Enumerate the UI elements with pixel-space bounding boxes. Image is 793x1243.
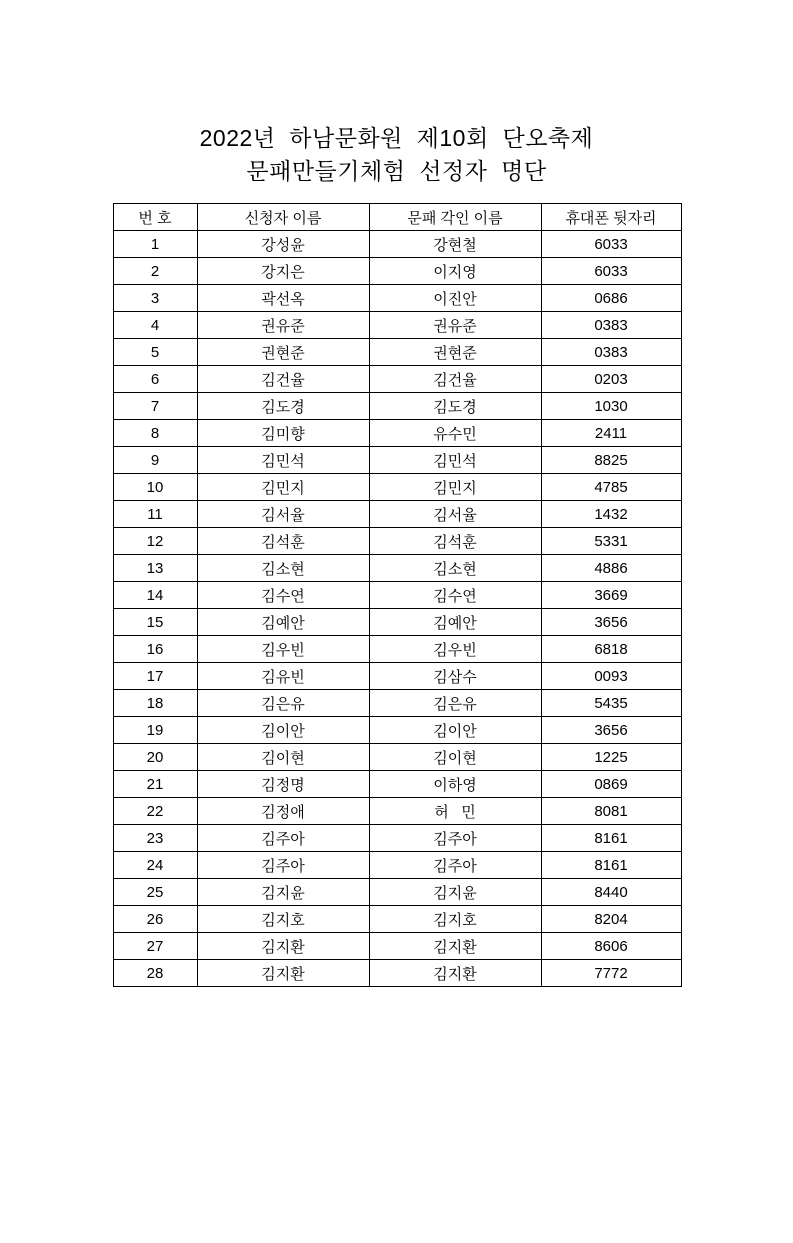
cell-applicant-name: 김서율 (197, 501, 369, 528)
cell-engraved-name: 김이현 (369, 744, 541, 771)
cell-engraved-name: 김석훈 (369, 528, 541, 555)
cell-number: 28 (113, 960, 197, 987)
table-row (113, 447, 681, 474)
cell-applicant-name: 김석훈 (197, 528, 369, 555)
cell-phone-last-digits: 0869 (541, 771, 681, 798)
table-row (113, 393, 681, 420)
cell-applicant-name: 김건율 (197, 366, 369, 393)
cell-engraved-name: 김건율 (369, 366, 541, 393)
cell-engraved-name: 김우빈 (369, 636, 541, 663)
table-row (113, 960, 681, 987)
cell-phone-last-digits: 1432 (541, 501, 681, 528)
cell-number: 16 (113, 636, 197, 663)
cell-phone-last-digits: 8161 (541, 825, 681, 852)
cell-applicant-name: 김지호 (197, 906, 369, 933)
table-header (113, 204, 681, 231)
cell-number: 2 (113, 258, 197, 285)
cell-applicant-name: 김지환 (197, 960, 369, 987)
cell-applicant-name: 김이현 (197, 744, 369, 771)
table-row (113, 690, 681, 717)
cell-applicant-name: 김소현 (197, 555, 369, 582)
cell-applicant-name: 김유빈 (197, 663, 369, 690)
cell-number: 5 (113, 339, 197, 366)
table-row (113, 798, 681, 825)
title-line-1: 2022년 하남문화원 제10회 단오축제 (199, 125, 594, 151)
cell-applicant-name: 김정애 (197, 798, 369, 825)
cell-engraved-name: 김예안 (369, 609, 541, 636)
cell-applicant-name: 김이안 (197, 717, 369, 744)
cell-applicant-name: 김미향 (197, 420, 369, 447)
table-row (113, 285, 681, 312)
table-header-row (113, 204, 681, 231)
cell-phone-last-digits: 8606 (541, 933, 681, 960)
cell-number: 1 (113, 231, 197, 258)
cell-phone-last-digits: 3656 (541, 717, 681, 744)
table-row (113, 339, 681, 366)
table-row (113, 528, 681, 555)
cell-phone-last-digits: 0383 (541, 339, 681, 366)
table-row (113, 879, 681, 906)
cell-applicant-name: 권현준 (197, 339, 369, 366)
roster-table (113, 203, 682, 987)
cell-applicant-name: 김지윤 (197, 879, 369, 906)
cell-engraved-name: 김소현 (369, 555, 541, 582)
cell-engraved-name: 권유준 (369, 312, 541, 339)
cell-engraved-name: 김도경 (369, 393, 541, 420)
cell-applicant-name: 강지은 (197, 258, 369, 285)
cell-number: 20 (113, 744, 197, 771)
cell-engraved-name: 이하영 (369, 771, 541, 798)
cell-applicant-name: 김민석 (197, 447, 369, 474)
table-row (113, 366, 681, 393)
cell-phone-last-digits: 6818 (541, 636, 681, 663)
cell-engraved-name: 권현준 (369, 339, 541, 366)
cell-phone-last-digits: 8161 (541, 852, 681, 879)
cell-phone-last-digits: 0093 (541, 663, 681, 690)
table-row (113, 420, 681, 447)
cell-phone-last-digits: 6033 (541, 258, 681, 285)
cell-applicant-name: 김은유 (197, 690, 369, 717)
table-row (113, 717, 681, 744)
roster-table-wrapper (113, 203, 681, 987)
cell-engraved-name: 김주아 (369, 825, 541, 852)
cell-number: 6 (113, 366, 197, 393)
table-row (113, 636, 681, 663)
cell-number: 22 (113, 798, 197, 825)
cell-engraved-name: 김지환 (369, 960, 541, 987)
cell-number: 17 (113, 663, 197, 690)
cell-number: 27 (113, 933, 197, 960)
cell-phone-last-digits: 2411 (541, 420, 681, 447)
cell-phone-last-digits: 0686 (541, 285, 681, 312)
cell-phone-last-digits: 7772 (541, 960, 681, 987)
cell-phone-last-digits: 0383 (541, 312, 681, 339)
cell-engraved-name: 김은유 (369, 690, 541, 717)
cell-applicant-name: 김수연 (197, 582, 369, 609)
cell-phone-last-digits: 4785 (541, 474, 681, 501)
cell-applicant-name: 김우빈 (197, 636, 369, 663)
table-row (113, 474, 681, 501)
cell-applicant-name: 김예안 (197, 609, 369, 636)
column-header-engraved-name: 문패 각인 이름 (369, 204, 541, 231)
cell-engraved-name: 김지윤 (369, 879, 541, 906)
cell-phone-last-digits: 8440 (541, 879, 681, 906)
cell-engraved-name: 김삼수 (369, 663, 541, 690)
cell-phone-last-digits: 8825 (541, 447, 681, 474)
column-header-phone-last-digits: 휴대폰 뒷자리 (541, 204, 681, 231)
column-header-number: 번 호 (113, 204, 197, 231)
table-row (113, 771, 681, 798)
cell-engraved-name: 김지환 (369, 933, 541, 960)
cell-number: 10 (113, 474, 197, 501)
cell-number: 12 (113, 528, 197, 555)
cell-engraved-name: 김지호 (369, 906, 541, 933)
document-title (0, 122, 793, 187)
cell-number: 19 (113, 717, 197, 744)
table-row (113, 231, 681, 258)
table-row (113, 609, 681, 636)
cell-applicant-name: 김주아 (197, 852, 369, 879)
cell-phone-last-digits: 8204 (541, 906, 681, 933)
cell-engraved-name: 유수민 (369, 420, 541, 447)
title-line-2: 문패만들기체험 선정자 명단 (246, 157, 547, 184)
cell-applicant-name: 김도경 (197, 393, 369, 420)
table-row (113, 825, 681, 852)
table-row (113, 501, 681, 528)
cell-number: 7 (113, 393, 197, 420)
cell-engraved-name: 이지영 (369, 258, 541, 285)
table-row (113, 258, 681, 285)
cell-number: 18 (113, 690, 197, 717)
column-header-applicant-name: 신청자 이름 (197, 204, 369, 231)
cell-engraved-name: 김수연 (369, 582, 541, 609)
cell-number: 13 (113, 555, 197, 582)
cell-applicant-name: 곽선옥 (197, 285, 369, 312)
cell-engraved-name: 이진안 (369, 285, 541, 312)
cell-applicant-name: 김지환 (197, 933, 369, 960)
cell-phone-last-digits: 5435 (541, 690, 681, 717)
cell-phone-last-digits: 8081 (541, 798, 681, 825)
cell-number: 23 (113, 825, 197, 852)
cell-number: 3 (113, 285, 197, 312)
cell-number: 15 (113, 609, 197, 636)
cell-engraved-name: 김서율 (369, 501, 541, 528)
table-row (113, 663, 681, 690)
cell-applicant-name: 김정명 (197, 771, 369, 798)
table-row (113, 852, 681, 879)
table-row (113, 744, 681, 771)
cell-applicant-name: 강성윤 (197, 231, 369, 258)
cell-phone-last-digits: 6033 (541, 231, 681, 258)
cell-applicant-name: 김민지 (197, 474, 369, 501)
table-row (113, 312, 681, 339)
cell-number: 8 (113, 420, 197, 447)
table-row (113, 555, 681, 582)
table-row (113, 906, 681, 933)
cell-phone-last-digits: 0203 (541, 366, 681, 393)
cell-number: 11 (113, 501, 197, 528)
cell-phone-last-digits: 3656 (541, 609, 681, 636)
cell-phone-last-digits: 1030 (541, 393, 681, 420)
cell-number: 24 (113, 852, 197, 879)
cell-engraved-name: 김민석 (369, 447, 541, 474)
cell-number: 21 (113, 771, 197, 798)
cell-number: 26 (113, 906, 197, 933)
cell-engraved-name: 허 민 (369, 798, 541, 825)
cell-applicant-name: 김주아 (197, 825, 369, 852)
cell-number: 9 (113, 447, 197, 474)
document-page (0, 122, 793, 1243)
cell-phone-last-digits: 4886 (541, 555, 681, 582)
cell-phone-last-digits: 1225 (541, 744, 681, 771)
cell-phone-last-digits: 5331 (541, 528, 681, 555)
table-row (113, 933, 681, 960)
cell-engraved-name: 강현철 (369, 231, 541, 258)
cell-applicant-name: 권유준 (197, 312, 369, 339)
cell-engraved-name: 김이안 (369, 717, 541, 744)
cell-engraved-name: 김민지 (369, 474, 541, 501)
cell-number: 4 (113, 312, 197, 339)
cell-engraved-name: 김주아 (369, 852, 541, 879)
table-body (113, 231, 681, 987)
table-row (113, 582, 681, 609)
cell-number: 25 (113, 879, 197, 906)
cell-phone-last-digits: 3669 (541, 582, 681, 609)
cell-number: 14 (113, 582, 197, 609)
